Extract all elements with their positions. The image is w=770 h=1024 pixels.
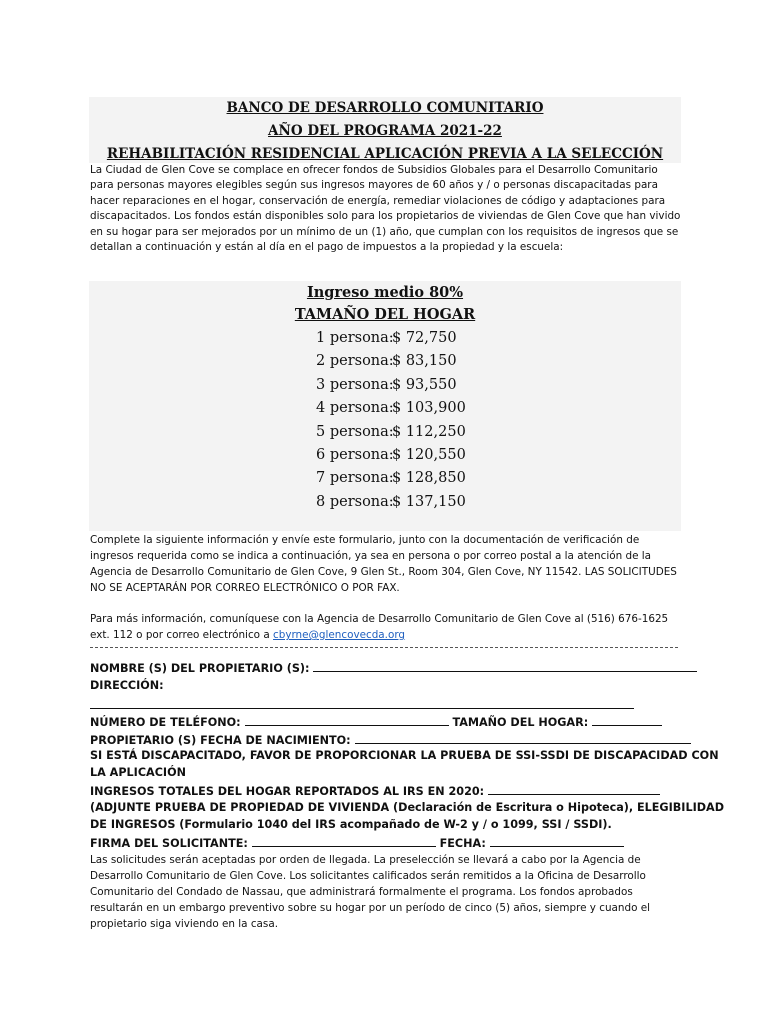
income-row bbox=[89, 353, 681, 376]
income-row bbox=[89, 400, 681, 423]
income-limit-amount: $ 93,550 bbox=[392, 376, 457, 393]
household-size-label: 2 persona: bbox=[316, 353, 394, 370]
contact-info bbox=[90, 611, 682, 643]
owner-name-field[interactable] bbox=[313, 660, 697, 672]
income-limit-amount: $ 83,150 bbox=[392, 353, 457, 370]
email-link[interactable]: cbyrne@glencovecda.org bbox=[273, 629, 406, 641]
disability-note-line1: SI ESTÁ DISCAPACITADO, FAVOR DE PROPORCIONAR LA PRUEBA DE SSI-SSDI DE DISCAPACIDAD CON bbox=[90, 749, 719, 762]
income-total-field[interactable] bbox=[488, 783, 660, 795]
submission-instructions: Complete la siguiente información y envíe este formulario, junto con la documentación de verificación de ingresos requerida como se indica a continuación, ya sea en persona o por correo postal a la atención de la Agencia de Desarrollo Comunitario de Glen Cove, 9 Glen St., Room 304, Glen Cove, NY 11542. LAS SOLICITUDES NO SE ACEPTARÁN POR CORREO ELECTRÓNICO O POR FAX. bbox=[90, 534, 677, 594]
household-size-label: 8 persona: bbox=[316, 493, 394, 510]
owner-name-row bbox=[90, 660, 697, 675]
income-table-title: Ingreso medio 80% bbox=[306, 284, 464, 301]
address-label: DIRECCIÓN: bbox=[90, 679, 164, 692]
income-row bbox=[89, 330, 681, 353]
address-field-row bbox=[90, 697, 634, 712]
attach-note-line1: (ADJUNTE PRUEBA DE PROPIEDAD DE VIVIENDA (Declaración de Escritura o Hipoteca), ELEGIBILIDAD bbox=[90, 801, 724, 814]
household-size-label: 5 persona: bbox=[316, 423, 394, 440]
birth-date-row bbox=[90, 732, 691, 747]
date-label: FECHA: bbox=[439, 837, 486, 850]
contact-info-text: Para más información, comuníquese con la Agencia de Desarrollo Comunitario de Glen Cove al (516) 676-1625 ext. 112 o por correo electrónico a bbox=[90, 613, 669, 641]
household-size-label: 4 persona: bbox=[316, 400, 394, 417]
household-size-field-label: TAMAÑO DEL HOGAR: bbox=[452, 716, 589, 729]
income-limit-amount: $ 137,150 bbox=[392, 493, 466, 510]
income-limit-amount: $ 128,850 bbox=[392, 470, 466, 487]
header-title-application: REHABILITACIÓN RESIDENCIAL APLICACIÓN PREVIA A LA SELECCIÓN bbox=[106, 146, 664, 162]
signature-field[interactable] bbox=[252, 835, 436, 847]
income-table bbox=[89, 281, 681, 531]
income-table-subtitle: TAMAÑO DEL HOGAR bbox=[294, 306, 476, 323]
household-size-label: 3 persona: bbox=[316, 376, 394, 393]
income-limit-amount: $ 72,750 bbox=[392, 330, 457, 346]
income-row bbox=[89, 494, 681, 517]
closing-paragraph: Las solicitudes serán aceptadas por orden de llegada. La preselección se llevará a cabo por la Agencia de Desarrollo Comunitario de Glen Cove. Los solicitantes calificados serán remitidos a la Oficina de Desarrollo Comunitario del Condado de Nassau, que administrará formalmente el programa. Los fondos aprobados resultarán en un embargo preventivo sobre su hogar por un período de cinco (5) años, siempre y cuando el propietario siga viviendo en la casa. bbox=[90, 854, 651, 930]
income-total-label: INGRESOS TOTALES DEL HOGAR REPORTADOS AL IRS EN 2020: bbox=[90, 785, 485, 798]
phone-field[interactable] bbox=[245, 714, 449, 726]
income-row bbox=[89, 377, 681, 400]
phone-label: NÚMERO DE TELÉFONO: bbox=[90, 716, 241, 729]
phone-row bbox=[90, 714, 662, 729]
attach-note-line2: DE INGRESOS (Formulario 1040 del IRS acompañado de W-2 y / o 1099, SSI / SSDI). bbox=[90, 818, 612, 831]
income-row bbox=[89, 470, 681, 493]
household-size-label: 1 persona: bbox=[316, 330, 394, 346]
birth-date-label: PROPIETARIO (S) FECHA DE NACIMIENTO: bbox=[90, 734, 351, 747]
address-row bbox=[90, 679, 164, 692]
date-field[interactable] bbox=[490, 835, 624, 847]
income-limit-amount: $ 103,900 bbox=[392, 400, 466, 417]
household-size-field[interactable] bbox=[592, 714, 662, 726]
owner-name-label: NOMBRE (S) DEL PROPIETARIO (S): bbox=[90, 662, 310, 675]
income-total-row bbox=[90, 783, 660, 798]
income-row bbox=[89, 424, 681, 447]
intro-paragraph: La Ciudad de Glen Cove se complace en ofrecer fondos de Subsidios Globales para el Desarrollo Comunitario para personas mayores elegibles según sus ingresos mayores de 60 años y / o personas discapacitadas para hacer reparaciones en el hogar, conservación de energía, remediar violaciones de código y adaptaciones para discapacitados. Los fondos están disponibles solo para los propietarios de viviendas de Glen Cove que han vivido en su hogar para ser mejorados por un mínimo de un (1) año, que cumplan con los requisitos de ingresos que se detallan a continuación y están al día en el pago de impuestos a la propiedad y la escuela: bbox=[90, 164, 681, 254]
household-size-label: 7 persona: bbox=[316, 470, 394, 487]
signature-label: FIRMA DEL SOLICITANTE: bbox=[90, 837, 248, 850]
birth-date-field[interactable] bbox=[355, 732, 691, 744]
income-limit-amount: $ 120,550 bbox=[392, 446, 466, 463]
household-size-label: 6 persona: bbox=[316, 446, 394, 463]
income-row bbox=[89, 447, 681, 470]
signature-row bbox=[90, 835, 624, 850]
header-block bbox=[89, 97, 681, 163]
header-title-program-year: AÑO DEL PROGRAMA 2021-22 bbox=[268, 123, 502, 139]
income-limit-amount: $ 112,250 bbox=[392, 423, 466, 440]
dashed-divider bbox=[90, 647, 678, 648]
income-rows bbox=[89, 330, 681, 517]
address-field[interactable] bbox=[90, 697, 634, 709]
header-title-bank: BANCO DE DESARROLLO COMUNITARIO bbox=[226, 100, 544, 116]
disability-note-line2: LA APLICACIÓN bbox=[90, 766, 186, 779]
